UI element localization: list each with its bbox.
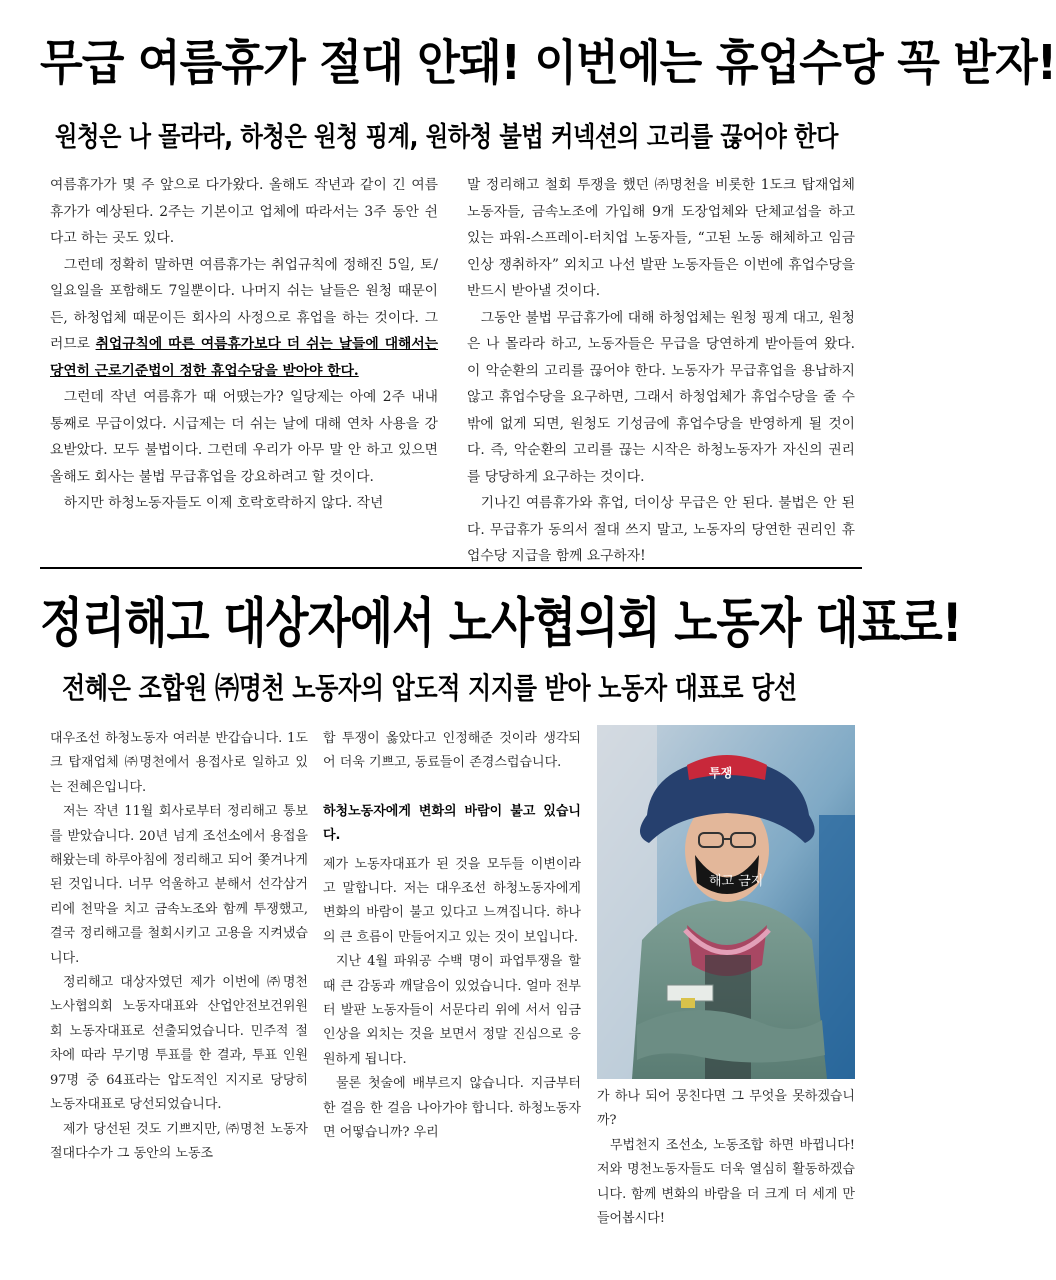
paragraph: 정리해고 대상자였던 제가 이번에 ㈜명천 노사협의회 노동자대표와 산업안전보건위원회 노동자대표로 선출되었습니다. 민주적 절차에 따라 무기명 투표를 한 결과, 투표 인원 97명 중 64표라는 압도적인 지지로 당당히 노동자대표로 당선되었습니다.: [50, 975, 308, 1113]
paragraph: 무법천지 조선소, 노동조합 하면 바뀝니다! 저와 명천노동자들도 더욱 열심히 활동하겠습니다. 함께 변화의 바람을 더 크게 더 세게 만들어봅시다!: [597, 1137, 855, 1227]
hat-text: 투쟁: [709, 766, 733, 780]
paragraph: 물론 첫술에 배부르지 않습니다. 지금부터 한 걸음 한 걸음 나아가야 합니다. 하청노동자면 어떻습니까? 우리: [323, 1076, 581, 1141]
subheadline-article-1: 원청은 나 몰라라, 하청은 원청 핑계, 원하청 불법 커넥션의 고리를 끊어야 한다: [55, 122, 838, 153]
paragraph: 하지만 하청노동자들도 이제 호락호락하지 않다. 작년: [63, 495, 384, 511]
subheadline-article-2: 전혜은 조합원 ㈜명천 노동자의 압도적 지지를 받아 노동자 대표로 당선: [62, 671, 797, 705]
mask-text: 해고 금지: [709, 874, 764, 889]
article-1-column-2: [467, 172, 855, 570]
paragraph: 그런데 작년 여름휴가 때 어땠는가? 일당제는 아예 2주 내내 통째로 무급이었다. 시급제는 더 쉬는 날에 대해 연차 사용을 강요받았다. 모두 불법이다. 그런데 우리가 아무 말 안 하고 있으면 올해도 회사는 불법 무급휴업을 강요하려고 할 것이다.: [50, 389, 438, 485]
paragraph: 그동안 불법 무급휴가에 대해 하청업체는 원청 핑계 대고, 원청은 나 몰라라 하고, 노동자들은 무급을 당연하게 받아들여 왔다. 이 악순환의 고리를 끊어야 한다. 노동자가 무급휴업을 용납하지 않고 휴업수당을 요구하면, 그래서 하청업체가 휴업수당을 줄 수밖에 없게 되면, 원청도 기성금에 휴업수당을 반영하게 될 것이다. 즉, 악순환의 고리를 끊는 시작은 하청노동자가 자신의 권리를 당당하게 요구하는 것이다.: [467, 309, 855, 485]
paragraph: 말 정리해고 철회 투쟁을 했던 ㈜명천을 비롯한 1도크 탑재업체 노동자들, 금속노조에 가입해 9개 도장업체와 단체교섭을 하고 있는 파워-스프레이-터치업 노동자들, “고된 노동 해체하고 임금인상 쟁취하자” 외치고 나선 발판 노동자들은 이번에 휴업수당을 반드시 받아낼 것이다.: [467, 177, 855, 299]
paragraph: 제가 당선된 것도 기쁘지만, ㈜명천 노동자 절대다수가 그 동안의 노동조: [50, 1121, 308, 1161]
paragraph: 저는 작년 11월 회사로부터 정리해고 통보를 받았습니다. 20년 넘게 조선소에서 용접을 해왔는데 하루아침에 정리해고 되어 쫓겨나게 된 것입니다. 너무 억울하고 분해서 선각삼거리에 천막을 치고 금속노조와 함께 투쟁했고, 결국 정리해고를 철회시키고 고용을 지켜냈습니다.: [50, 804, 308, 966]
paragraph-text: 그런데 정확히 말하면 여름휴가는 취업규칙에 정해진 5일, 토/일요일을 포함해도 7일뿐이다. 나머지 쉬는 날들은 원청 때문이든, 하청업체 때문이든 회사의 사정으로 휴업을 하는 것이다. 그러므로: [50, 256, 438, 352]
section-subheading: 하청노동자에게 변화의 바람이 불고 있습니다.: [323, 803, 581, 844]
paragraph: [50, 252, 438, 385]
section-divider: [40, 567, 862, 569]
headline-article-2: 정리해고 대상자에서 노사협의회 노동자 대표로!: [40, 593, 962, 654]
paragraph: 대우조선 하청노동자 여러분 반갑습니다. 1도크 탑재업체 ㈜명천에서 용접사로 일하고 있는 전혜은입니다.: [50, 731, 308, 795]
article-1-column-1: [50, 172, 438, 517]
photo-portrait: [597, 725, 855, 1079]
paragraph: 제가 노동자대표가 된 것을 모두들 이변이라고 말합니다. 저는 대우조선 하청노동자에게 변화의 바람이 불고 있다고 느껴집니다. 하나의 큰 흐름이 만들어지고 있는 것이 보입니다.: [323, 856, 581, 945]
headline-article-1: 무급 여름휴가 절대 안돼! 이번에는 휴업수당 꼭 받자!: [40, 35, 1056, 91]
paragraph: 가 하나 되어 뭉친다면 그 무엇을 못하겠습니까?: [597, 1089, 855, 1129]
paragraph: 합 투쟁이 옳았다고 인정해준 것이라 생각되어 더욱 기쁘고, 동료들이 존경스럽습니다.: [323, 731, 581, 771]
paragraph: 지난 4월 파워공 수백 명이 파업투쟁을 할 때 큰 감동과 깨달음이 있었습니다. 얼마 전부터 발판 노동자들이 서문다리 위에 서서 임금인상을 외치는 것을 보면서 정말 진심으로 응원하게 됩니다.: [323, 954, 581, 1067]
article-2-column-2: [323, 727, 581, 1146]
portrait-illustration: [597, 725, 855, 1079]
paragraph: 여름휴가가 몇 주 앞으로 다가왔다. 올해도 작년과 같이 긴 여름휴가가 예상된다. 2주는 기본이고 업체에 따라서는 3주 동안 쉰다고 하는 곳도 있다.: [50, 177, 438, 246]
article-2-column-1: [50, 727, 308, 1166]
paragraph: 기나긴 여름휴가와 휴업, 더이상 무급은 안 된다. 불법은 안 된다. 무급휴가 동의서 절대 쓰지 말고, 노동자의 당연한 권리인 휴업수당 지급을 함께 요구하자!: [467, 495, 855, 564]
article-2-column-3: [597, 1085, 855, 1231]
emphasis-text: 취업규칙에 따른 여름휴가보다 더 쉬는 날들에 대해서는 당연히 근로기준법이 정한 휴업수당을 받아야 한다.: [50, 336, 439, 379]
